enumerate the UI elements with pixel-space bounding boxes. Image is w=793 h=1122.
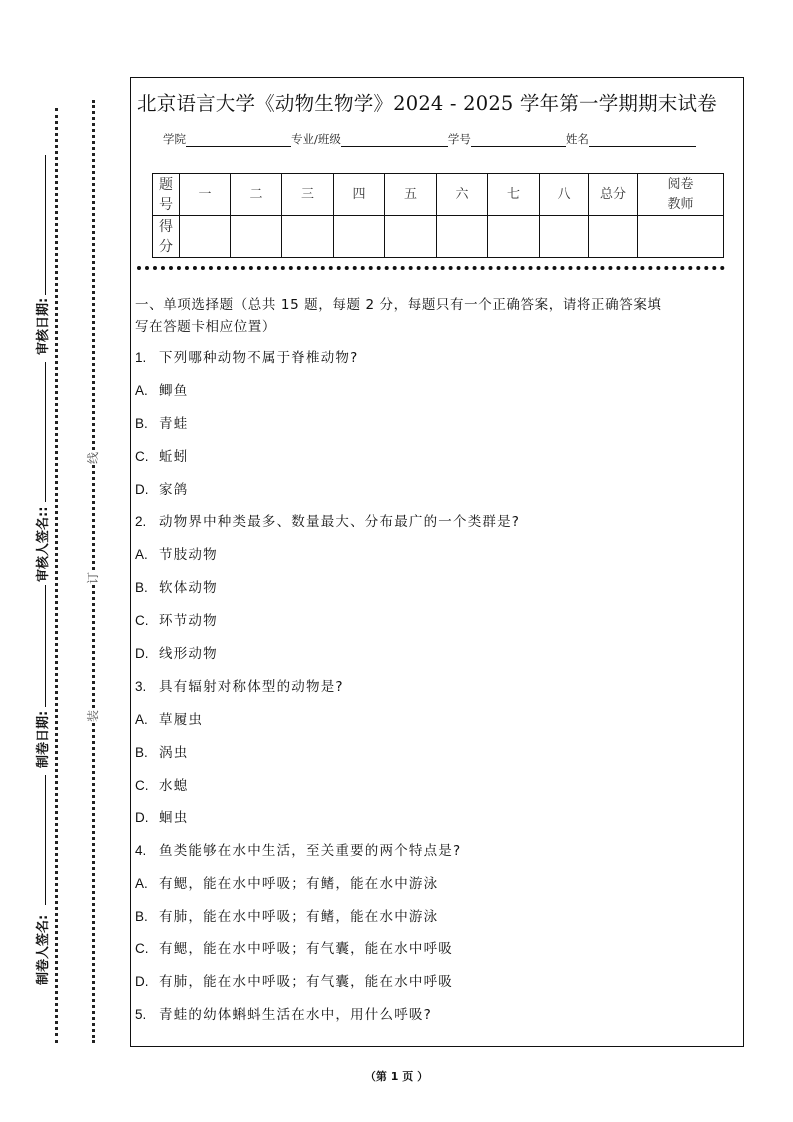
- score-cell-5[interactable]: [385, 216, 437, 258]
- col-header-1: 一: [180, 174, 231, 216]
- score-cell-8[interactable]: [540, 216, 589, 258]
- question-3: [135, 675, 344, 695]
- question-text: 具有辐射对称体型的动物是?: [159, 679, 344, 695]
- binding-char-staple: 订: [86, 571, 101, 585]
- question-2: [135, 510, 520, 530]
- compile-date-line: [45, 585, 46, 707]
- q3-option-c[interactable]: C. 水螅: [135, 778, 189, 794]
- review-date-line: [45, 155, 46, 295]
- name-label: 姓名: [565, 132, 589, 146]
- col-header-grader: 阅卷 教师: [638, 174, 724, 216]
- score-cell-6[interactable]: [437, 216, 488, 258]
- q1-option-d[interactable]: D. 家鸽: [135, 482, 189, 498]
- major-class-field[interactable]: [341, 132, 448, 147]
- q4-option-d[interactable]: D. 有肺，能在水中呼吸；有气囊，能在水中呼吸: [135, 974, 453, 990]
- dotted-separator: [137, 266, 725, 270]
- question-text: 青蛙的幼体蝌蚪生活在水中，用什么呼吸?: [159, 1007, 432, 1023]
- q1-option-a[interactable]: A. 鲫鱼: [135, 383, 189, 399]
- question-5: [135, 1003, 432, 1023]
- q4-option-a[interactable]: A. 有鳃，能在水中呼吸；有鳍，能在水中游泳: [135, 876, 439, 892]
- page-number: （第 1 页 ）: [364, 1070, 429, 1083]
- question-number: 2.: [135, 514, 147, 529]
- compiler-signature-line: [45, 775, 46, 905]
- question-text: 动物界中种类最多、数量最大、分布最广的一个类群是?: [159, 514, 521, 530]
- q1-option-b[interactable]: B. 青蛙: [135, 416, 189, 432]
- score-table-header-row: [153, 174, 724, 216]
- exam-title: 北京语言大学《动物生物学》2024 - 2025 学年第一学期期末试卷: [137, 92, 717, 115]
- q4-option-c[interactable]: C. 有鳃，能在水中呼吸；有气囊，能在水中呼吸: [135, 941, 453, 957]
- major-class-label: 专业/班级: [291, 132, 341, 146]
- review-date-label: 审核日期:: [36, 297, 51, 355]
- score-cell-total[interactable]: [589, 216, 638, 258]
- binding-char-bind: 装: [86, 709, 101, 723]
- score-cell-4[interactable]: [334, 216, 385, 258]
- q4-option-b[interactable]: B. 有肺，能在水中呼吸；有鳍，能在水中游泳: [135, 909, 439, 925]
- q2-option-d[interactable]: D. 线形动物: [135, 646, 218, 662]
- section-heading-line2: 写在答题卡相应位置）: [135, 319, 276, 335]
- reviewer-signature-line: [45, 362, 46, 502]
- compiler-signature-label: 制卷人签名:: [36, 914, 51, 985]
- compile-date-label: 制卷日期:: [36, 710, 51, 768]
- section-heading-line1: 一、单项选择题（总共 15 题，每题 2 分，每题只有一个正确答案，请将正确答案填: [135, 297, 662, 313]
- score-table: [152, 173, 724, 258]
- question-text: 鱼类能够在水中生活，至关重要的两个特点是?: [159, 843, 462, 859]
- binding-char-line: 线: [86, 451, 101, 465]
- question-number: 4.: [135, 843, 147, 858]
- col-header-7: 七: [488, 174, 540, 216]
- q3-option-b[interactable]: B. 涡虫: [135, 745, 189, 761]
- score-cell-3[interactable]: [282, 216, 334, 258]
- college-label: 学院: [163, 132, 186, 146]
- score-cell-2[interactable]: [231, 216, 282, 258]
- question-1: [135, 346, 358, 366]
- reviewer-signature-label: 审核人签名::: [36, 506, 51, 582]
- q3-option-a[interactable]: A. 草履虫: [135, 712, 204, 728]
- question-number: 5.: [135, 1007, 147, 1022]
- name-field[interactable]: [589, 132, 696, 147]
- col-header-2: 二: [231, 174, 282, 216]
- q3-option-d[interactable]: D. 蛔虫: [135, 810, 189, 826]
- question-number-header: 题 号: [153, 174, 180, 216]
- question-text: 下列哪种动物不属于脊椎动物?: [159, 350, 359, 366]
- score-table-score-row: [153, 216, 724, 258]
- q2-option-c[interactable]: C. 环节动物: [135, 613, 218, 629]
- student-id-field[interactable]: [471, 132, 566, 147]
- q2-option-a[interactable]: A. 节肢动物: [135, 547, 218, 563]
- col-header-total: 总分: [589, 174, 638, 216]
- col-header-3: 三: [282, 174, 334, 216]
- question-number: 1.: [135, 350, 147, 365]
- question-number: 3.: [135, 679, 147, 694]
- col-header-8: 八: [540, 174, 589, 216]
- score-cell-7[interactable]: [488, 216, 540, 258]
- student-info-row: [163, 131, 696, 147]
- score-cell-grader[interactable]: [638, 216, 724, 258]
- inner-dotted-line: [55, 108, 58, 1043]
- college-field[interactable]: [186, 132, 291, 147]
- student-id-label: 学号: [447, 132, 471, 146]
- question-4: [135, 839, 461, 859]
- col-header-4: 四: [334, 174, 385, 216]
- score-cell-1[interactable]: [180, 216, 231, 258]
- q1-option-c[interactable]: C. 蚯蚓: [135, 449, 189, 465]
- col-header-5: 五: [385, 174, 437, 216]
- col-header-6: 六: [437, 174, 488, 216]
- score-row-header: 得 分: [153, 216, 180, 258]
- q2-option-b[interactable]: B. 软体动物: [135, 580, 218, 596]
